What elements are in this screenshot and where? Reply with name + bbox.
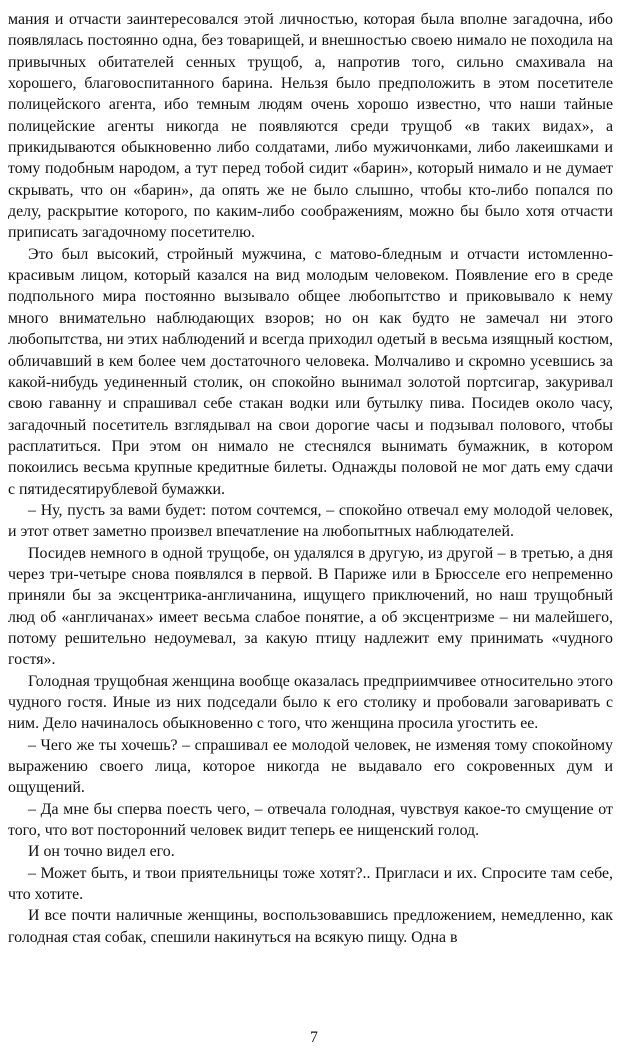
paragraph-10: И все почти наличные женщины, воспользовавшись предложением, немедленно, как голодная стая собак, спешили накинуться на всякую пищу. Одна в [8,907,613,946]
paragraph-1: мания и отчасти заинтересовался этой личностью, которая была вполне загадочна, ибо появлялась постоянно одна, без товарищей, и внешностью своею нимало не походила на привычных обитателей сенных трущоб, а, напротив того, сильно смахивала на хорошего, благовоспитанного барина. Нельзя было предположить в этом посетителе полицейского агента, ибо темным людям очень хорошо известно, что наши тайные полицейские агенты никогда не появляются среди трущоб «в таких видах», а прикидываются обыкновенно либо солдатами, либо мужичонками, либо лакеишками и тому подобным народом, а тут перед тобой сидит «барин», который нимало и не думает скрывать, что он «барин», да опять же не было слышно, чтобы кто-либо попался по делу, раскрытие которого, по каким-либо соображениям, можно бы было хотя отчасти приписать загадочному посетителю. [8,11,613,242]
paragraph-7-dialogue: – Да мне бы сперва поесть чего, – отвечала голодная, чувствуя какое-то смущение от того, что вот посторонний человек видит теперь ее нищенский голод. [8,800,613,840]
body-text [8,9,613,948]
paragraph-9-dialogue: – Может быть, и твои приятельницы тоже хотят?.. Пригласи и их. Спросите там себе, что хотите. [8,864,613,904]
paragraph-5: Голодная трущобная женщина вообще оказалась предприимчивее относительно этого чудного гостя. Иные из них подседали было к его столику и пробовали заговаривать с ним. Дело начиналось обыкновенно с того, что женщина просила угостить ее. [8,672,613,733]
paragraph-6-dialogue: – Чего же ты хочешь? – спрашивал ее молодой человек, не изменяя тому спокойному выражению своего лица, которое никогда не выдавало его сокровенных дум и ощущений. [8,736,613,797]
paragraph-8: И он точно видел его. [28,843,175,861]
page-number: 7 [310,1029,318,1046]
paragraph-3-dialogue: – Ну, пусть за вами будет: потом сочтемся, – спокойно отвечал ему молодой человек, и этот ответ заметно произвел впечатление на любопытных наблюдателей. [8,501,613,541]
paragraph-4: Посидев немного в одной трущобе, он удалялся в другую, из другой – в третью, а дня через три-четыре снова появлялся в первой. В Париже или в Брюсселе его непременно приняли бы за эксцентрика-англичанина, ищущего приключений, но наш трущобный люд об «англичанах» имеет весьма слабое понятие, а об эксцентризме – ни малейшего, потому решительно недоумевал, за какую птицу надлежит ему принимать «чудного гостя». [8,544,613,669]
paragraph-2: Это был высокий, стройный мужчина, с матово-бледным и отчасти истомленно-красивым лицом, который казался на вид молодым человеком. Появление его в среде подпольного мира постоянно вызывало общее любопытство и приковывало к нему много внимательно наблюдающих взоров; но он как будто не замечал ни этого любопытства, ни этих наблюдений и всегда приходил одетый в весьма изящный костюм, обличавший в кем более чем достаточного человека. Молчаливо и скромно усевшись за какой-нибудь уединенный столик, он спокойно вынимал золотой портсигар, закуривал свою гаванну и спрашивал себе стакан водки или бутылку пива. Посидев около часу, загадочный посетитель взглядывал на свои дорогие часы и подзывал полового, чтобы расплатиться. При этом он нимало не стеснялся вынимать бумажник, в котором покоились весьма крупные кредитные билеты. Однажды половой не мог дать ему сдачи с пятидесятирублевой бумажки. [8,245,613,498]
